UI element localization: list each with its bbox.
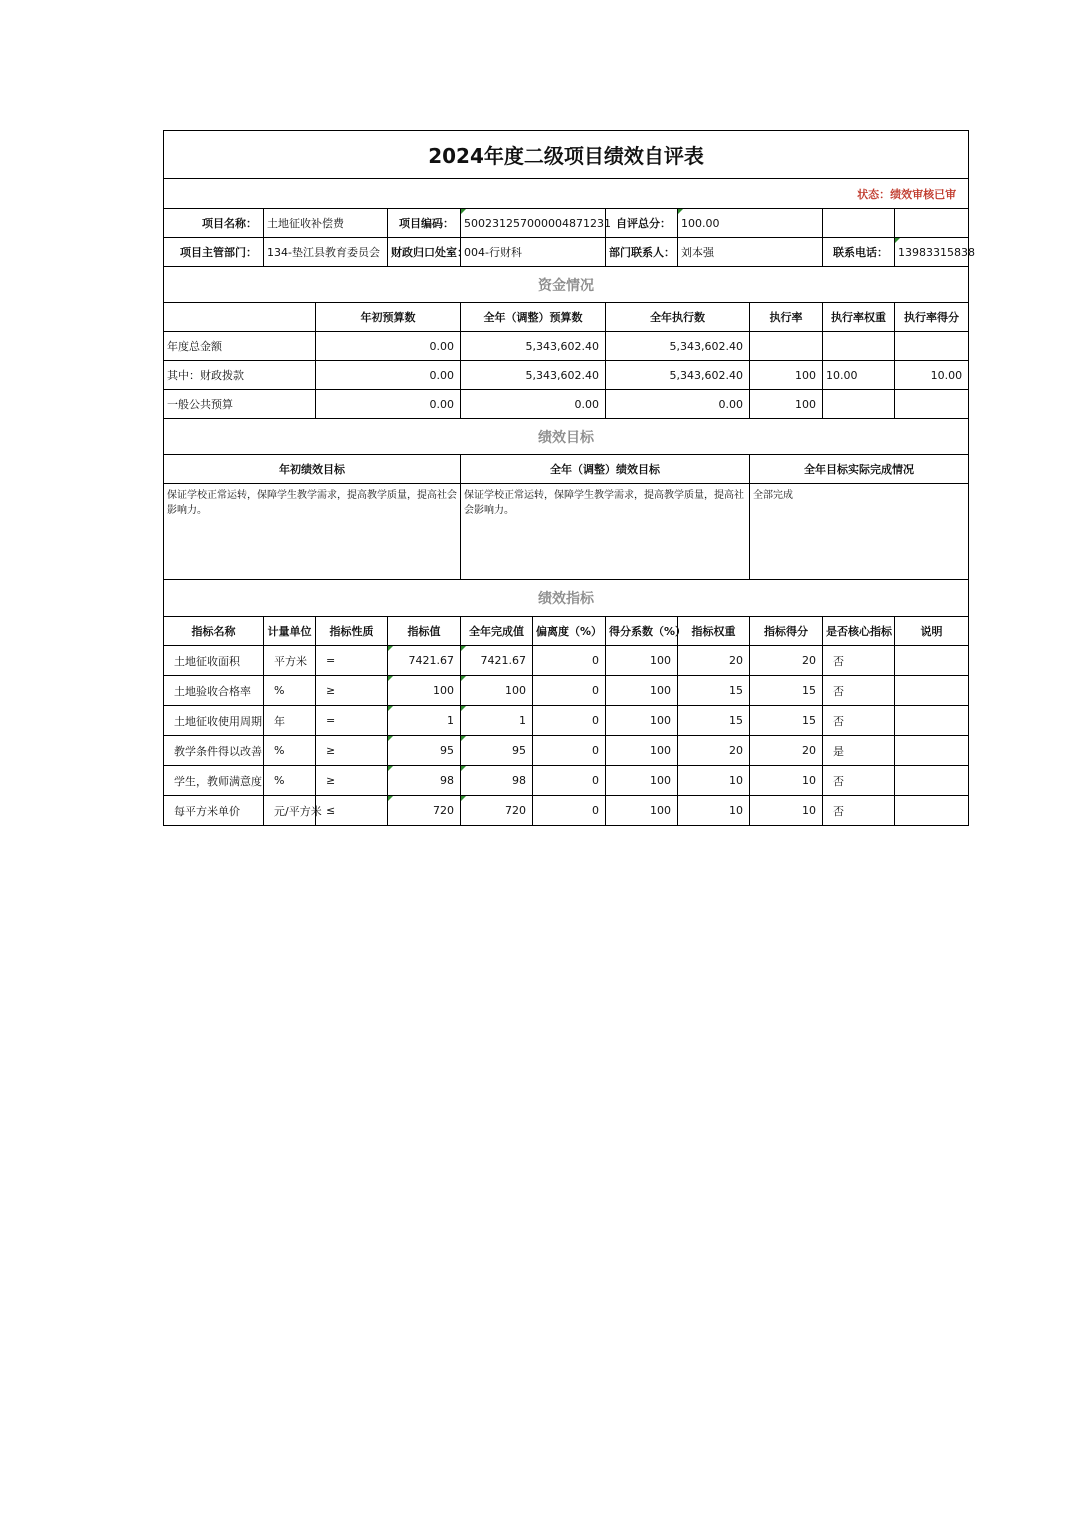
- funds-header: 全年执行数: [606, 303, 750, 332]
- funds-header: 全年（调整）预算数: [461, 303, 606, 332]
- indicator-note: [895, 796, 969, 826]
- indicator-name: 土地征收面积: [164, 646, 264, 676]
- indicator-coefficient: 100: [606, 646, 678, 676]
- indicator-name: 教学条件得以改善: [164, 736, 264, 766]
- status-badge: 状态：绩效审核已审: [164, 179, 969, 209]
- goals-header: 全年（调整）绩效目标: [461, 455, 750, 484]
- indicator-header: 偏离度（%）: [533, 617, 606, 646]
- indicator-score: 10: [750, 796, 823, 826]
- table-row: [164, 646, 969, 676]
- table-row: [164, 796, 969, 826]
- indicator-header: 指标性质: [316, 617, 388, 646]
- indicator-header: 是否核心指标: [823, 617, 895, 646]
- indicator-unit: 年: [264, 706, 316, 736]
- indicator-header: 指标值: [388, 617, 461, 646]
- funds-header: 年初预算数: [316, 303, 461, 332]
- indicator-unit: %: [264, 736, 316, 766]
- indicator-name: 学生，教师满意度: [164, 766, 264, 796]
- indicator-note: [895, 766, 969, 796]
- indicator-done: 98: [461, 766, 533, 796]
- indicator-unit: %: [264, 676, 316, 706]
- indicator-target: 98: [388, 766, 461, 796]
- indicator-note: [895, 676, 969, 706]
- funds-weight: [823, 332, 895, 361]
- funds-executed: 5,343,602.40: [606, 361, 750, 390]
- table-row: [164, 676, 969, 706]
- indicator-name: 土地验收合格率: [164, 676, 264, 706]
- indicator-done: 100: [461, 676, 533, 706]
- dept-value: 134-垫江县教育委员会: [264, 238, 388, 267]
- funds-initial: 0.00: [316, 390, 461, 419]
- evaluation-sheet: [163, 130, 975, 826]
- project-name-label: 项目名称：: [164, 209, 264, 238]
- funds-header-blank: [164, 303, 316, 332]
- funds-row-name: 其中：财政拨款: [164, 361, 316, 390]
- finance-label: 财政归口处室：: [388, 238, 461, 267]
- indicator-header: 得分系数（%）: [606, 617, 678, 646]
- indicator-header: 计量单位: [264, 617, 316, 646]
- funds-rate: 100: [750, 390, 823, 419]
- funds-adjusted: 5,343,602.40: [461, 361, 606, 390]
- funds-executed: 0.00: [606, 390, 750, 419]
- project-code-value: 500231257000004871231: [461, 209, 606, 238]
- dept-label: 项目主管部门：: [164, 238, 264, 267]
- indicator-weight: 15: [678, 706, 750, 736]
- indicators-section-title: 绩效指标: [164, 580, 969, 617]
- indicator-deviation: 0: [533, 796, 606, 826]
- indicator-note: [895, 736, 969, 766]
- indicator-deviation: 0: [533, 766, 606, 796]
- indicator-nature: ≥: [316, 676, 388, 706]
- indicator-done: 1: [461, 706, 533, 736]
- indicator-weight: 15: [678, 676, 750, 706]
- indicator-nature: ≥: [316, 736, 388, 766]
- funds-rate: 100: [750, 361, 823, 390]
- contact-value: 刘本强: [678, 238, 823, 267]
- indicator-deviation: 0: [533, 706, 606, 736]
- indicator-score: 15: [750, 706, 823, 736]
- funds-adjusted: 0.00: [461, 390, 606, 419]
- indicator-note: [895, 706, 969, 736]
- indicator-score: 20: [750, 736, 823, 766]
- funds-score: [895, 390, 969, 419]
- indicator-core: 否: [823, 796, 895, 826]
- indicator-name: 土地征收使用周期: [164, 706, 264, 736]
- indicator-header: 说明: [895, 617, 969, 646]
- goal-initial-text: 保证学校正常运转，保障学生教学需求，提高教学质量，提高社会影响力。: [164, 484, 461, 580]
- indicator-target: 100: [388, 676, 461, 706]
- indicator-deviation: 0: [533, 646, 606, 676]
- indicator-nature: ≥: [316, 766, 388, 796]
- indicator-core: 是: [823, 736, 895, 766]
- funds-row-name: 一般公共预算: [164, 390, 316, 419]
- indicator-coefficient: 100: [606, 796, 678, 826]
- indicator-score: 20: [750, 646, 823, 676]
- table-row: [164, 706, 969, 736]
- indicator-unit: %: [264, 766, 316, 796]
- indicator-note: [895, 646, 969, 676]
- indicator-unit: 平方米: [264, 646, 316, 676]
- finance-value: 004-行财科: [461, 238, 606, 267]
- goals-section-title: 绩效目标: [164, 419, 969, 455]
- indicator-header: 指标权重: [678, 617, 750, 646]
- table-row: [164, 736, 969, 766]
- indicator-unit: 元/平方米: [264, 796, 316, 826]
- goals-header: 全年目标实际完成情况: [750, 455, 969, 484]
- funds-section-title: 资金情况: [164, 267, 969, 303]
- funds-initial: 0.00: [316, 332, 461, 361]
- funds-rate: [750, 332, 823, 361]
- goals-header: 年初绩效目标: [164, 455, 461, 484]
- funds-header: 执行率得分: [895, 303, 969, 332]
- funds-adjusted: 5,343,602.40: [461, 332, 606, 361]
- indicator-header: 全年完成值: [461, 617, 533, 646]
- indicator-name: 每平方米单价: [164, 796, 264, 826]
- indicator-score: 15: [750, 676, 823, 706]
- indicator-core: 否: [823, 766, 895, 796]
- indicator-core: 否: [823, 676, 895, 706]
- phone-label: 联系电话：: [823, 238, 895, 267]
- funds-weight: [823, 390, 895, 419]
- funds-score: [895, 332, 969, 361]
- indicator-target: 95: [388, 736, 461, 766]
- funds-header: 执行率: [750, 303, 823, 332]
- funds-score: 10.00: [895, 361, 969, 390]
- table-row: [164, 766, 969, 796]
- indicator-weight: 20: [678, 646, 750, 676]
- indicator-target: 7421.67: [388, 646, 461, 676]
- indicator-deviation: 0: [533, 676, 606, 706]
- indicator-core: 否: [823, 646, 895, 676]
- indicator-score: 10: [750, 766, 823, 796]
- indicator-coefficient: 100: [606, 706, 678, 736]
- phone-value: 13983315838: [895, 238, 969, 267]
- indicator-header: 指标得分: [750, 617, 823, 646]
- indicator-nature: =: [316, 706, 388, 736]
- funds-weight: 10.00: [823, 361, 895, 390]
- indicator-deviation: 0: [533, 736, 606, 766]
- indicator-nature: =: [316, 646, 388, 676]
- indicator-target: 720: [388, 796, 461, 826]
- self-score-label: 自评总分：: [606, 209, 678, 238]
- indicator-header: 指标名称: [164, 617, 264, 646]
- funds-executed: 5,343,602.40: [606, 332, 750, 361]
- indicator-coefficient: 100: [606, 676, 678, 706]
- indicator-coefficient: 100: [606, 766, 678, 796]
- blank-cell: [823, 209, 895, 238]
- funds-initial: 0.00: [316, 361, 461, 390]
- project-code-label: 项目编码：: [388, 209, 461, 238]
- indicator-target: 1: [388, 706, 461, 736]
- page-title: 2024年度二级项目绩效自评表: [164, 131, 969, 179]
- goal-adjusted-text: 保证学校正常运转，保障学生教学需求，提高教学质量，提高社会影响力。: [461, 484, 750, 580]
- blank-cell: [895, 209, 969, 238]
- indicator-done: 720: [461, 796, 533, 826]
- indicator-weight: 10: [678, 796, 750, 826]
- indicator-core: 否: [823, 706, 895, 736]
- funds-header: 执行率权重: [823, 303, 895, 332]
- contact-label: 部门联系人：: [606, 238, 678, 267]
- indicator-done: 95: [461, 736, 533, 766]
- indicator-coefficient: 100: [606, 736, 678, 766]
- indicator-weight: 20: [678, 736, 750, 766]
- goal-actual-text: 全部完成: [750, 484, 969, 580]
- indicator-nature: ≤: [316, 796, 388, 826]
- funds-row-name: 年度总金额: [164, 332, 316, 361]
- indicator-done: 7421.67: [461, 646, 533, 676]
- project-name-value: 土地征收补偿费: [264, 209, 388, 238]
- indicator-weight: 10: [678, 766, 750, 796]
- self-score-value: 100.00: [678, 209, 823, 238]
- evaluation-table: [163, 130, 975, 826]
